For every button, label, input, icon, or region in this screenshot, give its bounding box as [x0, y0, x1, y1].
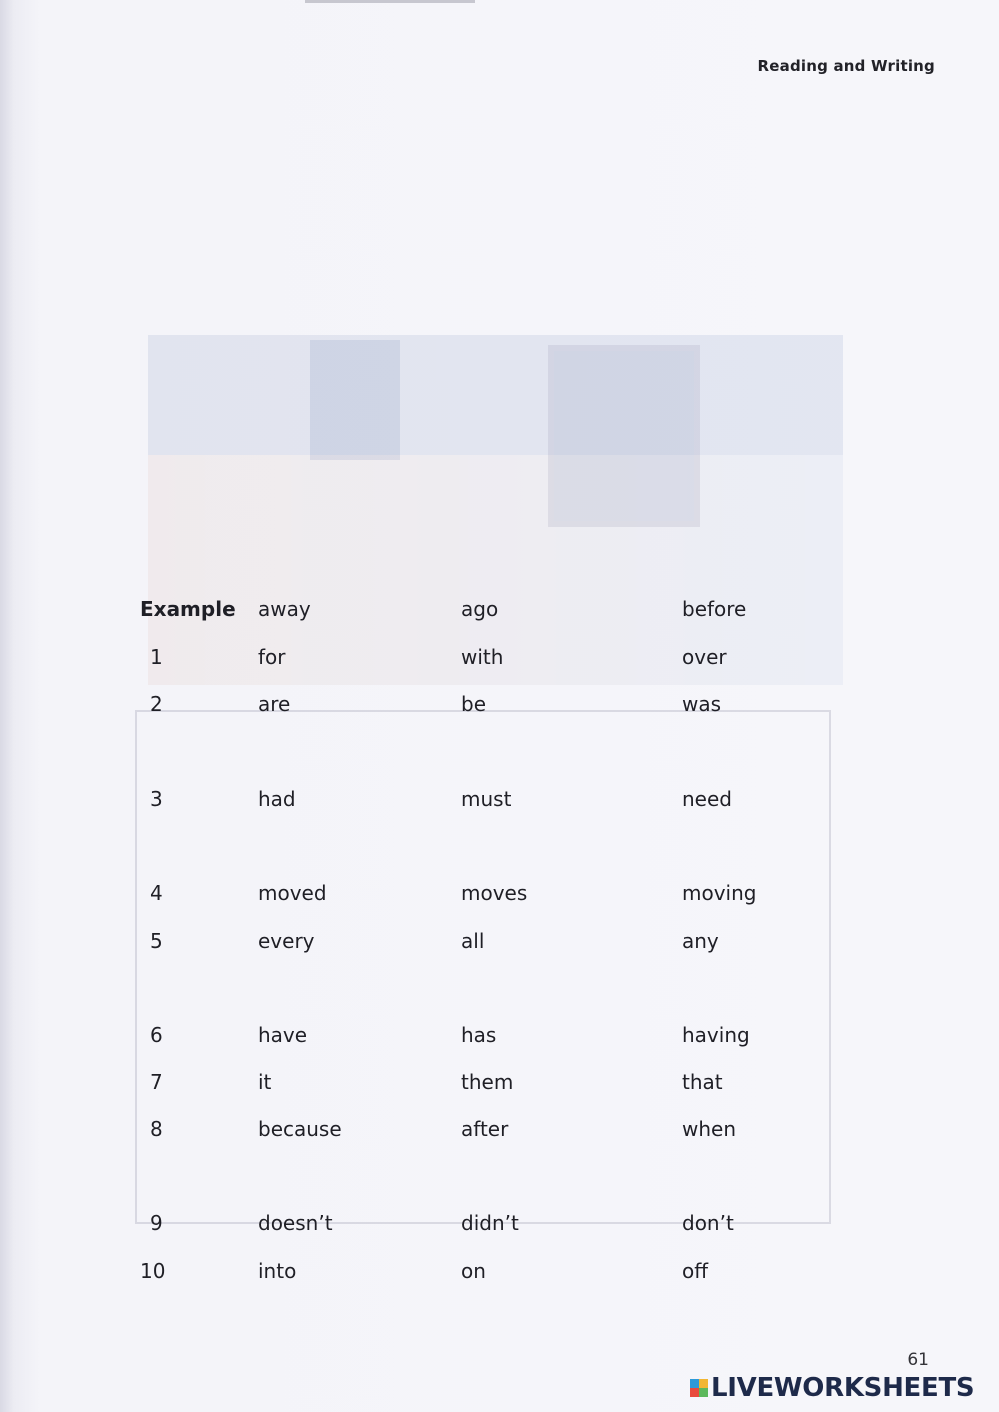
option-c: when: [682, 1117, 737, 1141]
option-b: them: [461, 1070, 514, 1094]
question-row-1: [0, 645, 999, 675]
option-c: having: [682, 1023, 750, 1047]
question-row-10: [0, 1259, 999, 1289]
option-b: has: [461, 1023, 497, 1047]
brand-square-icon: [690, 1379, 699, 1388]
question-row-3: [0, 787, 999, 817]
question-row-2: [0, 692, 999, 722]
top-edge-line: [305, 0, 475, 3]
option-c: don’t: [682, 1211, 734, 1235]
option-c: before: [682, 597, 747, 621]
question-number: 2: [150, 692, 163, 716]
show-through-moon-picture: [310, 340, 400, 460]
question-number: 4: [150, 881, 163, 905]
section-header: Reading and Writing: [757, 57, 935, 75]
option-b: didn’t: [461, 1211, 519, 1235]
brand-square-icon: [699, 1379, 708, 1388]
option-c: that: [682, 1070, 723, 1094]
option-a: had: [258, 787, 296, 811]
brand-squares-icon: [690, 1379, 708, 1397]
option-a: are: [258, 692, 291, 716]
option-c: over: [682, 645, 727, 669]
option-a: away: [258, 597, 311, 621]
example-label: Example: [140, 597, 236, 621]
question-row-4: [0, 881, 999, 911]
option-c: need: [682, 787, 732, 811]
question-number: 5: [150, 929, 163, 953]
option-c: moving: [682, 881, 757, 905]
page-number: 61: [907, 1350, 929, 1370]
option-a: into: [258, 1259, 297, 1283]
question-number: 6: [150, 1023, 163, 1047]
option-a: have: [258, 1023, 308, 1047]
option-b: must: [461, 787, 512, 811]
question-number: 3: [150, 787, 163, 811]
question-row-5: [0, 929, 999, 959]
question-row-6: [0, 1023, 999, 1053]
option-c: off: [682, 1259, 709, 1283]
option-b: be: [461, 692, 486, 716]
option-b: with: [461, 645, 504, 669]
brand-square-icon: [690, 1388, 699, 1397]
option-a: because: [258, 1117, 342, 1141]
show-through-picture: [148, 335, 843, 685]
liveworksheets-logo: [690, 1373, 974, 1403]
option-b: moves: [461, 881, 528, 905]
question-number: 9: [150, 1211, 163, 1235]
example-row: [0, 597, 999, 627]
option-a: for: [258, 645, 286, 669]
option-b: after: [461, 1117, 509, 1141]
question-number: 1: [150, 645, 163, 669]
question-number: 7: [150, 1070, 163, 1094]
option-a: every: [258, 929, 315, 953]
option-b: on: [461, 1259, 486, 1283]
question-number: 10: [140, 1259, 166, 1283]
show-through-window: [548, 345, 700, 527]
option-a: moved: [258, 881, 327, 905]
question-row-8: [0, 1117, 999, 1147]
question-row-7: [0, 1070, 999, 1100]
option-c: any: [682, 929, 719, 953]
question-number: 8: [150, 1117, 163, 1141]
option-a: doesn’t: [258, 1211, 333, 1235]
brand-name: LIVEWORKSHEETS: [711, 1373, 975, 1403]
question-row-9: [0, 1211, 999, 1241]
option-b: ago: [461, 597, 499, 621]
brand-square-icon: [699, 1388, 708, 1397]
option-a: it: [258, 1070, 272, 1094]
option-c: was: [682, 692, 722, 716]
option-b: all: [461, 929, 485, 953]
